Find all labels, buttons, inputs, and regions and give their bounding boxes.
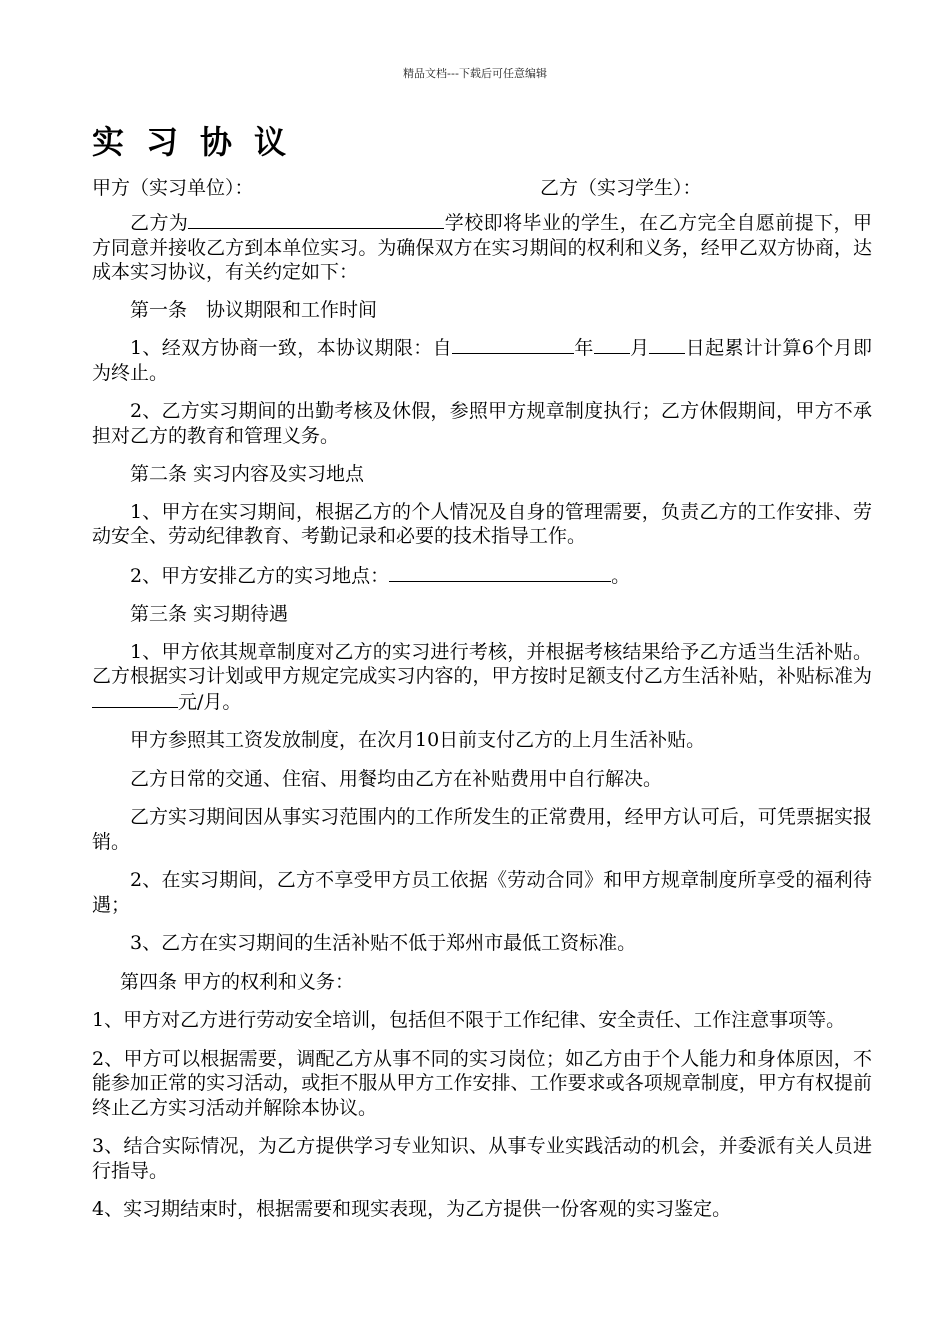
article2-heading: 第二条 实习内容及实习地点 bbox=[130, 463, 365, 485]
party-a-label: 甲方（实习单位）： bbox=[92, 177, 254, 199]
allowance-blank bbox=[92, 689, 178, 708]
article1-item1 bbox=[92, 335, 872, 385]
article2-item2-text-b: 。 bbox=[611, 564, 631, 587]
article4-item1: 1、甲方对乙方进行劳动安全培训，包括但不限于工作纪律、安全责任、工作注意事项等。 bbox=[92, 1009, 846, 1031]
start-month-blank bbox=[594, 335, 630, 354]
month-label: 月 bbox=[629, 337, 650, 359]
article2-item2-text-a: 2、甲方安排乙方的实习地点： bbox=[130, 564, 390, 587]
start-day-blank bbox=[649, 335, 685, 354]
party-b-label: 乙方（实习学生）： bbox=[540, 177, 702, 199]
article4-item3: 3、结合实际情况，为乙方提供学习专业知识、从事专业实践活动的机会，并委派有关人员进行指导。 bbox=[92, 1135, 872, 1182]
parties-line bbox=[92, 176, 872, 200]
header-note: 精品文档---下载后可任意编辑 bbox=[403, 67, 547, 80]
document-title: 实习协议 bbox=[92, 123, 309, 161]
intro-text-b: 学校即将毕业的学生，在乙方完全自愿前提下，甲方同意并接收乙方到本单位实习。为确保双方在实习期间的权利和义务，经甲乙双方协商，达成本实习协议，有关约定如下： bbox=[92, 212, 872, 283]
article1-item2: 2、乙方实习期间的出勤考核及休假，参照甲方规章制度执行；乙方休假期间，甲方不承担对乙方的教育和管理义务。 bbox=[92, 400, 872, 447]
article3-item1 bbox=[92, 640, 872, 715]
agreement-body bbox=[92, 210, 872, 1236]
article3-item1-text-a: 1、甲方依其规章制度对乙方的实习进行考核，并根据考核结果给予乙方适当生活补贴。乙方根据实习计划或甲方规定完成实习内容的，甲方按时足额支付乙方生活补贴，补贴标准为 bbox=[92, 640, 872, 687]
article3-expenses: 乙方实习期间因从事实习范围内的工作所发生的正常费用，经甲方认可后，可凭票据实报销。 bbox=[92, 806, 872, 853]
intro-paragraph bbox=[92, 210, 872, 285]
article3-living-costs: 乙方日常的交通、住宿、用餐均由乙方在补贴费用中自行解决。 bbox=[130, 767, 663, 790]
intro-text-a: 乙方为 bbox=[130, 212, 189, 234]
article2-item1: 1、甲方在实习期间，根据乙方的个人情况及自身的管理需要，负责乙方的工作安排、劳动安全、劳动纪律教育、考勤记录和必要的技术指导工作。 bbox=[92, 500, 872, 547]
year-label: 年 bbox=[574, 337, 594, 359]
article3-heading: 第三条 实习期待遇 bbox=[130, 603, 289, 625]
article1-item1-text-a: 1、经双方协商一致，本协议期限：自 bbox=[130, 337, 453, 359]
article4-item2: 2、甲方可以根据需要，调配乙方从事不同的实习岗位；如乙方由于个人能力和身体原因，不能参加正常的实习活动，或拒不服从甲方工作安排、工作要求或各项规章制度，甲方有权提前终止乙方实习活动并解除本协议。 bbox=[92, 1047, 872, 1119]
article2-item2 bbox=[92, 563, 872, 589]
article3-item3: 3、乙方在实习期间的生活补贴不低于郑州市最低工资标准。 bbox=[130, 932, 637, 954]
location-blank bbox=[389, 563, 611, 582]
article3-item1-text-b: 元/月。 bbox=[178, 690, 242, 713]
article3-pay-date: 甲方参照其工资发放制度，在次月10日前支付乙方的上月生活补贴。 bbox=[130, 729, 706, 751]
article3-item2: 2、在实习期间，乙方不享受甲方员工依据《劳动合同》和甲方规章制度所享受的福利待遇； bbox=[92, 869, 872, 916]
start-year-blank bbox=[452, 335, 574, 354]
article4-item4: 4、实习期结束时，根据需要和现实表现，为乙方提供一份客观的实习鉴定。 bbox=[92, 1198, 732, 1220]
article4-heading: 第四条 甲方的权利和义务： bbox=[120, 970, 355, 993]
school-blank bbox=[188, 210, 444, 229]
article1-item1-text-d: 日起累计计算6个月即为终止。 bbox=[92, 337, 872, 384]
article1-heading: 第一条 协议期限和工作时间 bbox=[130, 298, 378, 321]
